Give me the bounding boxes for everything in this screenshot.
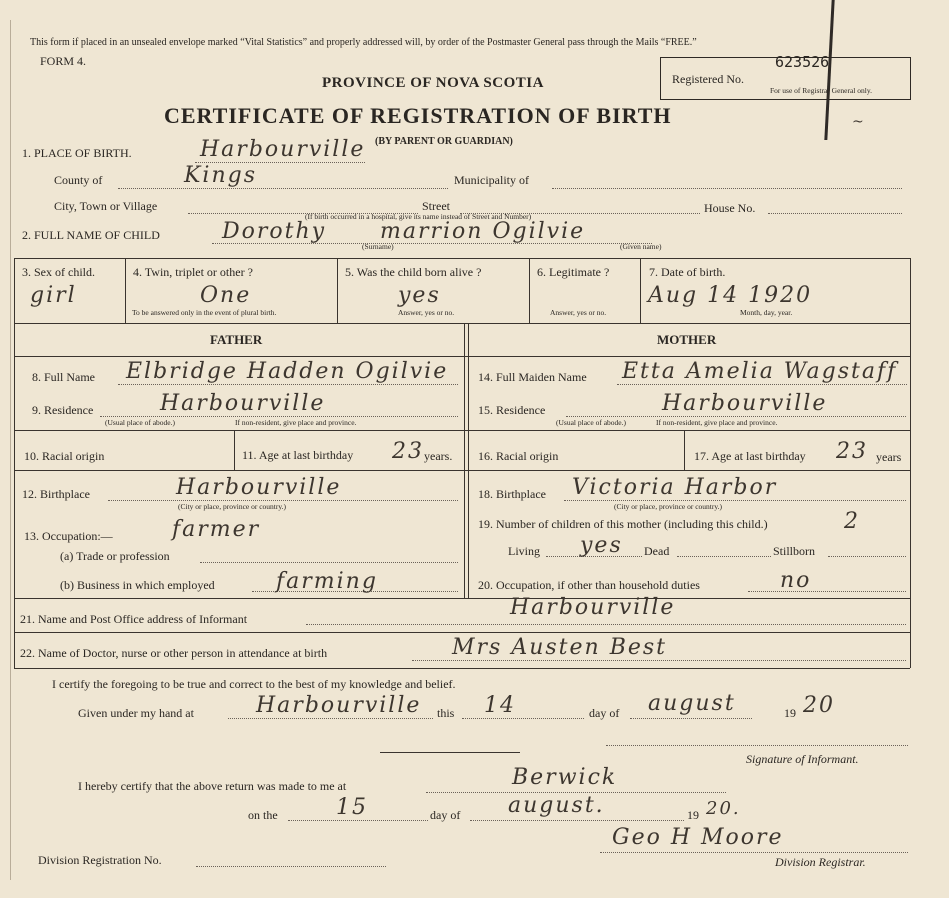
twin-entry: One (200, 283, 252, 308)
father-age-label: 11. Age at last birthday (242, 448, 354, 462)
child-first-name-entry: Dorothy (222, 219, 327, 244)
father-abode-note: (Usual place of abode.) (105, 418, 175, 427)
father-years-label: years. (424, 449, 453, 463)
this-label: this (437, 706, 455, 720)
given-month-entry: august (648, 691, 736, 716)
province-heading: PROVINCE OF NOVA SCOTIA (322, 75, 544, 91)
mother-residence-label: 15. Residence (478, 403, 546, 417)
mail-notice: This form if placed in an unsealed envelope marked “Vital Statistics” and properly addressed will, by order of the Postmaster General pass through the Mails “FREE.” (30, 37, 697, 48)
house-no-label: House No. (704, 201, 756, 215)
surname-caption: (Surname) (362, 242, 394, 251)
mother-birthplace-label: 18. Birthplace (478, 487, 546, 501)
business-employed-label: (b) Business in which employed (60, 578, 215, 592)
father-occupation-label: 13. Occupation:— (24, 529, 113, 543)
mother-abode-note: (Usual place of abode.) (556, 418, 626, 427)
legitimate-label: 6. Legitimate ? (537, 265, 610, 279)
mother-years-label: years (876, 450, 902, 464)
registrar-certify-label: I hereby certify that the above return was made to me at (78, 779, 347, 793)
mother-nonresident-note: If non-resident, give place and province. (656, 418, 778, 427)
registered-year-prefix: 19 (687, 808, 699, 822)
father-racial-label: 10. Racial origin (24, 449, 105, 463)
paper-fold-line (10, 20, 11, 880)
on-the-label: on the (248, 808, 278, 822)
born-alive-label: 5. Was the child born alive ? (345, 265, 482, 279)
doctor-entry: Mrs Austen Best (452, 635, 668, 660)
division-registration-no-label: Division Registration No. (38, 853, 162, 867)
mother-maiden-name-entry: Etta Amelia Wagstaff (622, 359, 898, 384)
place-of-birth-label: 1. PLACE OF BIRTH. (22, 146, 132, 160)
born-alive-entry: yes (398, 283, 441, 308)
father-name-label: 8. Full Name (32, 370, 95, 384)
registered-at-entry: Berwick (512, 765, 618, 790)
father-birthplace-note: (City or place, province or country.) (178, 502, 287, 511)
father-name-entry: Elbridge Hadden Ogilvie (126, 359, 449, 384)
twin-note: To be answered only in the event of plural birth. (132, 308, 277, 317)
mother-birthplace-entry: Victoria Harbor (572, 475, 778, 500)
signature-informant-label: Signature of Informant. (746, 752, 859, 766)
living-entry: yes (580, 533, 623, 558)
registered-month-entry: august. (508, 793, 605, 818)
trade-profession-label: (a) Trade or profession (60, 549, 170, 563)
pen-stroke-mark (806, 0, 834, 140)
given-under-hand-label: Given under my hand at (78, 706, 194, 720)
city-label: City, Town or Village (54, 199, 158, 213)
father-occupation-entry: farmer (172, 517, 261, 542)
twin-label: 4. Twin, triplet or other ? (133, 265, 253, 279)
doctor-label: 22. Name of Doctor, nurse or other person in attendance at birth (20, 646, 328, 660)
given-at-entry: Harbourville (256, 693, 422, 718)
children-count-label: 19. Number of children of this mother (including this child.) (478, 517, 768, 531)
stillborn-label: Stillborn (773, 544, 816, 558)
place-of-birth-entry: Harbourville (200, 137, 366, 162)
sex-entry: girl (30, 283, 77, 308)
date-of-birth-note: Month, day, year. (740, 308, 793, 317)
given-year-prefix: 19 (784, 706, 796, 720)
mother-age-entry: 23 (836, 439, 868, 464)
sex-label: 3. Sex of child. (22, 265, 95, 279)
father-residence-label: 9. Residence (32, 403, 94, 417)
father-age-entry: 23 (392, 439, 424, 464)
mother-racial-label: 16. Racial origin (478, 449, 559, 463)
division-registrar-label: Division Registrar. (775, 855, 866, 869)
mother-maiden-name-label: 14. Full Maiden Name (478, 370, 587, 384)
given-year-entry: 20 (803, 693, 835, 718)
mother-heading: MOTHER (657, 332, 717, 347)
mother-residence-entry: Harbourville (662, 391, 828, 416)
certificate-subtitle: (BY PARENT OR GUARDIAN) (375, 136, 513, 147)
father-birthplace-label: 12. Birthplace (22, 487, 90, 501)
mother-occupation-label: 20. Occupation, if other than household duties (478, 578, 700, 592)
county-entry: Kings (184, 163, 258, 188)
registered-no-label: Registered No. (672, 72, 744, 86)
date-of-birth-label: 7. Date of birth. (649, 265, 726, 279)
county-label: County of (54, 173, 103, 187)
child-surname-entry: marrion Ogilvie (380, 219, 586, 244)
given-name-caption: (Given name) (620, 242, 662, 251)
street-label: Street (422, 199, 450, 213)
full-name-child-label: 2. FULL NAME OF CHILD (22, 228, 160, 242)
informant-label: 21. Name and Post Office address of Informant (20, 612, 248, 626)
registered-year-entry: 20. (706, 798, 741, 819)
father-residence-entry: Harbourville (160, 391, 326, 416)
children-count-entry: 2 (844, 509, 860, 534)
registered-day-entry: 15 (336, 795, 368, 820)
dead-label: Dead (644, 544, 670, 558)
certify-statement: I certify the foregoing to be true and correct to the best of my knowledge and belief. (52, 677, 456, 691)
informant-entry: Harbourville (510, 595, 676, 620)
registered-number: 623526 (775, 53, 830, 71)
father-nonresident-note: If non-resident, give place and province. (235, 418, 357, 427)
hospital-note: (If birth occurred in a hospital, give its name instead of Street and Number) (305, 212, 532, 221)
date-of-birth-entry: Aug 14 1920 (648, 283, 813, 308)
given-day-entry: 14 (484, 693, 516, 718)
certificate-title: CERTIFICATE OF REGISTRATION OF BIRTH (164, 103, 672, 128)
division-registrar-signature: Geo H Moore (612, 825, 784, 850)
margin-pen-mark: ~ (852, 114, 866, 130)
day-of-label: day of (589, 706, 620, 720)
mother-birthplace-note: (City or place, province or country.) (614, 502, 723, 511)
form-number: FORM 4. (40, 54, 87, 68)
born-alive-note: Answer, yes or no. (398, 308, 455, 317)
father-birthplace-entry: Harbourville (176, 475, 342, 500)
business-employed-entry: farming (276, 569, 378, 594)
day-of-label-2: day of (430, 808, 461, 822)
father-heading: FATHER (210, 332, 263, 347)
legitimate-note: Answer, yes or no. (550, 308, 607, 317)
mother-age-label: 17. Age at last birthday (694, 449, 806, 463)
living-label: Living (508, 544, 540, 558)
registrar-note: For use of Registrar General only. (770, 86, 872, 95)
mother-occupation-entry: no (780, 568, 812, 593)
municipality-label: Municipality of (454, 173, 529, 187)
